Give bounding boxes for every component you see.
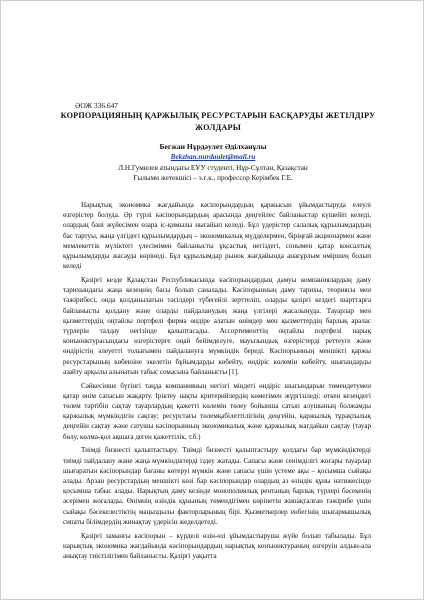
udk-code: ӘОЖ 336.647 — [75, 101, 118, 110]
article-body — [63, 200, 371, 565]
article-title: КОРПОРАЦИЯНЫҢ ҚАРЖЫЛЫҚ РЕСУРСТАРЫН БАСҚАРУДЫ ЖЕТІЛДІРУ ЖОЛДАРЫ — [60, 111, 376, 132]
body-paragraph: Нарықтық экономика жағдайында кәсіпорындардың қаржысын ұйымдастыруда елеулі өзгерістер болуда. Әр түрлі кәсіпорындардың арасында деңгейлес байланыстар күшейіп келеді, олардың бәні жүйесімен өзара іс-қимылы нығайып келеді. Бұл үдерістер салалық құрылымдардың бас тартуы, жаңа үлгідегі құрылымдардың – экономикалық мүдделермен, біріңғай акционармен және мемлекеттік мүліктегі үлесімімен байланысты ұқсастық негіздегі, сонымен қатар консалтық құрылымдарды жасауда көрінеді. Бұл құрылымдар рынок жағдайында анағұрлым өміршең болып келеді — [63, 201, 371, 271]
body-paragraph: Тиімді бизнесті қалыптастыру. Тиімді бизнесті қалыптастыру қолдағы бар мүмкіндіктерді тиімді пайдалану және жаңа мүмкіндіктерді іздеу жатады. Сапасы және сенімділігі жоғары тауарлар шығаратын кәсіпорындар бағаны көтеруі мүмкін және сапасы үшін үстеме ақы – қосымша сыйақы алады. Арзан ресурстардың меншікті көзі бар кәсіпорындар олардың аз өзіндік құны нәтижесінде қосымша табыс алады. Нарықтың даму кезінде монополиялық рентаның барлық түрлері бәсекенің әсерімен жоғалады. Өнімнің өзіндік құнының төмендігімен көрінетін жинақталған тәжірибе үшін сыйақы бәсекелестіктің маңыздылы факторларының бірі. Қызметкерлер енбегінің шығармашылық сипаты білімдердің жинақтау үдерісін жеделдетеді. — [63, 446, 371, 526]
author-affiliation: Л.Н.Гумилев атындағы ЕҰУ студенті, Нұр-Сұлтан, Қазақстан — [118, 164, 308, 172]
body-paragraph: Қазіргі кезде Қазақстан Республикасында кәсіпорындардың дамуы компаниялардың даму тарихындағы жаңа кезеңнің басы болып саналады. Кәсіпорынның даму тарихы, теориясы мен тәжірибесі, онда қолданылатын тәсілдері түбегейлі зерттеліп, оларды қазіргі кездегі шарттарға байланысты қолдану және оларды пайдаланудың жаңа үлгілері жасалынуда. Тауарлар мен қызметтердің оңтайлы портфелі фирма өндіре алатын өнімдер мен қызметтердің барлық аралас түрлерін талдау негізінде қалыптасады. Ассортименттің оңтайлы портфелі нарық конъюнктурасындағы өзгерістерге оңай бейімделуге, мауызындық өзгерістерді реттеуге және өндірістің әлеуетті толығымен пайдалануға мүмкіндік береді. Кәсіпорынның меншікті қаржы ресурстарының көбеюіне экелетін бұйымдарды көбейту, өндіріс көлемін көбейту, шығындарды азайту арқылы алынатын табыс сомасына байланысты [1]. — [63, 276, 371, 376]
author-name: Бегжан Нұрдәулет Әділханұлы — [159, 142, 267, 151]
body-paragraph: Сәйкесінше бүгінгі таңда компанияның негізгі міндеті өндіріс шығындарын төмендетумен қатар өнім сапасын жақарту. Іріктеу нақты критерийлердің көмегімен жүргізіледі: өткен кезеңдегі төлем тәртібін сақтау тауарлардың қажетті көлемін төлеу бойынша сатып алушының болжамды қаржылық мүмкіндігін сақтау; ресурстағы төлемқабілеттілігінің деңгейін, қаржылық тұрақтылық деңгейін сақтау және сатушы кәсіпорынның экономикалық және қаржылық жағдайын сақтау (тауар бөлу, көлма-қол ақшаға деген қажеттілік, т.б.) — [63, 381, 371, 441]
author-email-link[interactable]: Bekzhan.nurdaulet@mail.ru — [170, 153, 256, 161]
body-paragraph: Қазіргі заманғы кәсіпорын – күрделі өзін-өзі ұйымдастыруша жүйе болып табылады. Бұл нарықтық экономика жағдайында кәсіпорындардың нарықтық конъюнктураның өзгеруін алдын-ала анықтау тиістілігімен байланысты. Қазіргі уақытта — [63, 531, 371, 561]
scientific-advisor: Ғылыми жетекшісі – э.ғ.к., профессор Керімбек Г.Е. — [133, 174, 293, 182]
